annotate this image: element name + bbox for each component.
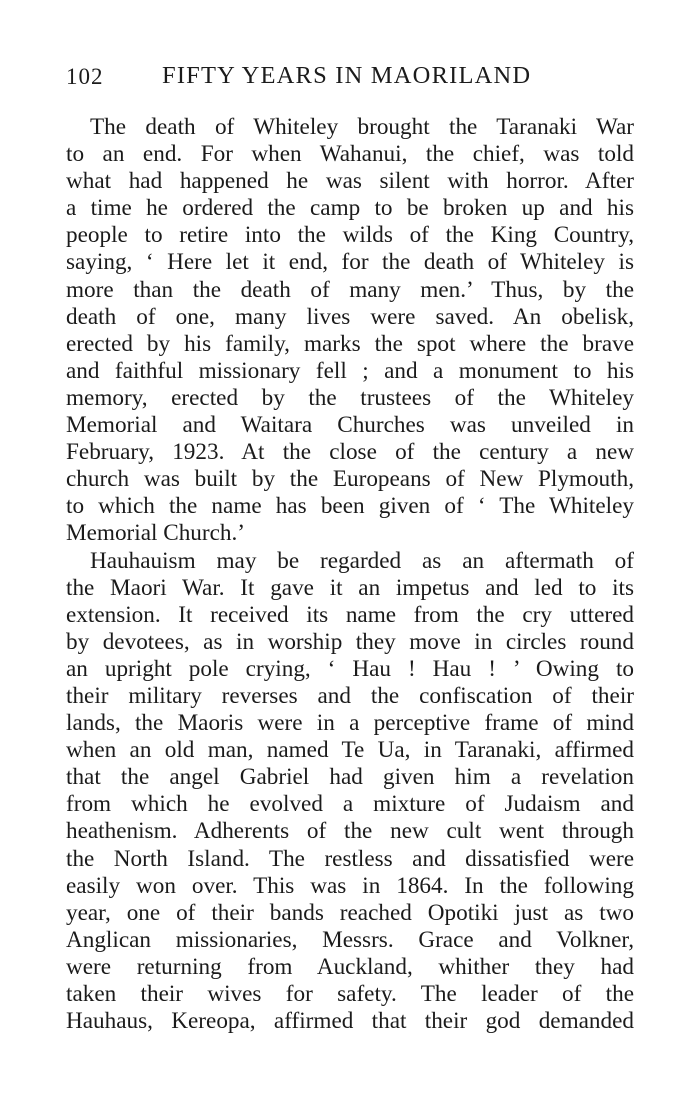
text-line: lands, the Maoris were in a perceptive frame of mind [66, 710, 634, 737]
text-line: church was built by the Europeans of New Plymouth, [66, 466, 634, 493]
text-line: heathenism. Adherents of the new cult went through [66, 818, 634, 845]
text-line: people to retire into the wilds of the King Country, [66, 222, 634, 249]
paragraph-whiteley [66, 114, 634, 548]
book-title: FIFTY YEARS IN MAORILAND [162, 62, 532, 89]
body-text [66, 114, 634, 1035]
text-line: Memorial and Waitara Churches was unveiled in [66, 412, 634, 439]
text-line: a time he ordered the camp to be broken up and his [66, 195, 634, 222]
text-line: what had happened he was silent with horror. After [66, 168, 634, 195]
text-line: Memorial Church.’ [66, 520, 246, 547]
text-line: erected by his family, marks the spot where the brave [66, 330, 634, 357]
text-line: Anglican missionaries, Messrs. Grace and Volkner, [66, 926, 634, 953]
text-line: memory, erected by the trustees of the Whiteley [66, 384, 634, 411]
text-line: taken their wives for safety. The leader of the [66, 981, 634, 1007]
text-line: death of one, many lives were saved. An obelisk, [66, 303, 634, 330]
text-line: an upright pole crying, ‘ Hau ! Hau ! ’ Owing to [66, 655, 634, 682]
text-line: saying, ‘ Here let it end, for the death of Whiteley is [66, 249, 634, 276]
text-line: were returning from Auckland, whither they had [66, 953, 634, 980]
text-line: year, one of their bands reached Opotiki just as two [66, 899, 634, 926]
text-line: from which he evolved a mixture of Judaism and [66, 791, 634, 818]
running-head [66, 62, 640, 98]
text-line: extension. It received its name from the cry uttered [66, 601, 634, 628]
text-line: to which the name has been given of ‘ The Whiteley [66, 493, 634, 520]
paragraph-hauhauism [66, 548, 634, 1036]
text-line: The death of Whiteley brought the Taranaki War [90, 114, 634, 140]
text-line: the North Island. The restless and dissatisfied were [66, 845, 634, 872]
text-line: February, 1923. At the close of the century a new [66, 439, 634, 466]
text-line: more than the death of many men.’ Thus, by the [66, 276, 634, 303]
text-line: when an old man, named Te Ua, in Taranaki, affirmed [66, 737, 634, 764]
text-line: that the angel Gabriel had given him a revelation [66, 764, 634, 791]
page-number: 102 [66, 64, 104, 89]
text-line: easily won over. This was in 1864. In the following [66, 872, 634, 899]
text-line: their military reverses and the confiscation of their [66, 682, 634, 709]
text-line: and faithful missionary fell ; and a monument to his [66, 357, 634, 384]
text-line: by devotees, as in worship they move in circles round [66, 628, 634, 655]
text-line: to an end. For when Wahanui, the chief, was told [66, 141, 634, 168]
text-line: the Maori War. It gave it an impetus and led to its [66, 574, 634, 601]
text-line: Hauhaus, Kereopa, affirmed that their god demanded [66, 1008, 634, 1035]
text-line: Hauhauism may be regarded as an aftermath of [90, 547, 634, 574]
